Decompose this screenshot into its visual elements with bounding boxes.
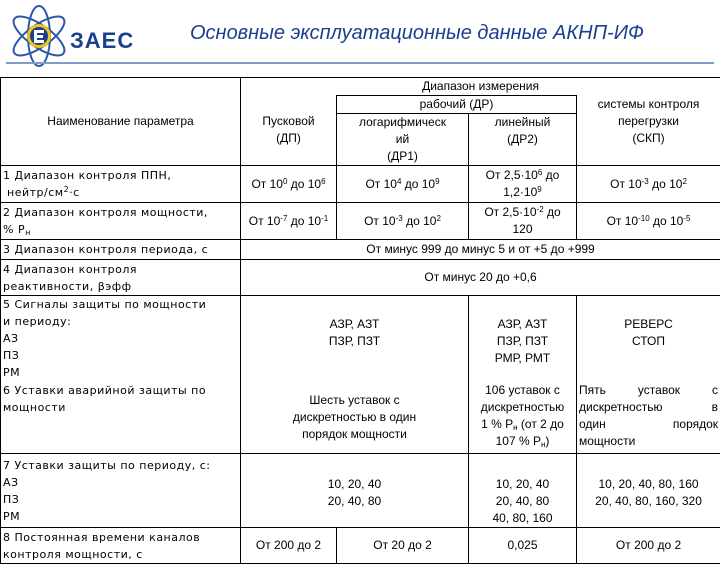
row3-name: 3 Диапазон контроля периода, с: [1, 240, 241, 260]
table-row: [1, 166, 720, 203]
header-divider: [6, 62, 714, 64]
row1-dp: От $10^0$ до $10^6$: [241, 166, 337, 203]
table-row: [1, 203, 720, 240]
row5-dr2: АЗР, АЗТ ПЗР, ПЗТ РМР, РМТ: [469, 296, 577, 382]
atom-logo-icon: [6, 2, 76, 70]
table-header-row: [1, 78, 720, 96]
table-row: [1, 296, 720, 382]
table-row: [1, 528, 720, 564]
header-param: Наименование параметра: [1, 78, 241, 166]
row1-dr2: От $2,5\cdot 10^6$ до $1,2\cdot 10^9$: [469, 166, 577, 203]
row1-skp: От $10^{-3}$ до $10^2$: [577, 166, 720, 203]
row6-dp-dr1: Шесть уставок с дискретностью в один порядок мощности: [241, 382, 469, 454]
row5-name: 5 Сигналы защиты по мощности и периоду: АЗ ПЗ РМ: [1, 296, 241, 382]
row3-value: От минус 999 до минус 5 и от +5 до +999: [241, 240, 720, 260]
row1-dr1: От $10^4$ до $10^9$: [337, 166, 469, 203]
row1-name: 1 Диапазон контроля ППН, нейтр/$см^2\cdot с$: [1, 166, 241, 203]
parameters-table: [0, 77, 720, 564]
row8-name: 8 Постоянная времени каналов контроля мощности, с: [1, 528, 241, 564]
row8-dr2: 0,025: [469, 528, 577, 564]
table-row: [1, 454, 720, 528]
row7-skp: 10, 20, 40, 80, 160 20, 40, 80, 160, 320: [577, 454, 720, 528]
row6-dr2: 106 уставок с дискретностью 1 % $Р_н$ (от 2 до 107 % $Р_н$): [469, 382, 577, 454]
row2-dr2: От $2,5\cdot 10^{-2}$ до 120: [469, 203, 577, 240]
row2-skp: От $10^{-10}$ до $10^{-5}$: [577, 203, 720, 240]
row4-name: 4 Диапазон контроля реактивности, βэфф: [1, 260, 241, 296]
header-startup: Пусковой (ДП): [241, 96, 337, 166]
header-working: рабочий (ДР): [337, 96, 577, 114]
slide-header: [0, 0, 720, 72]
header-linear: линейный (ДР2): [469, 114, 577, 166]
table-row: [1, 240, 720, 260]
row8-dp: От 200 до 2: [241, 528, 337, 564]
table-row: [1, 382, 720, 454]
row5-dp-dr1: АЗР, АЗТ ПЗР, ПЗТ: [241, 296, 469, 382]
row8-dr1: От 20 до 2: [337, 528, 469, 564]
row2-dp: От $10^{-7}$ до $10^{-1}$: [241, 203, 337, 240]
row6-name: 6 Уставки аварийной защиты по мощности: [1, 382, 241, 454]
header-log: логарифмическ ий (ДР1): [337, 114, 469, 166]
row2-dr1: От $10^{-3}$ до $10^2$: [337, 203, 469, 240]
row6-skp: Пять уставок с дискретностью в один порядок мощности: [577, 382, 720, 454]
row7-name: 7 Уставки защиты по периоду, с: АЗ ПЗ РМ: [1, 454, 241, 528]
row7-dr2: 10, 20, 40 20, 40, 80 40, 80, 160: [469, 454, 577, 528]
header-skp: системы контроля перегрузки (СКП): [577, 96, 720, 166]
page-title: Основные эксплуатационные данные АКНП-ИФ: [190, 22, 644, 45]
table-row: [1, 260, 720, 296]
row5-skp: РЕВЕРС СТОП: [577, 296, 720, 382]
row7-dp-dr1: 10, 20, 40 20, 40, 80: [241, 454, 469, 528]
logo-text: ЗАЕС: [70, 28, 134, 54]
row2-name: 2 Диапазон контроля мощности, % $Р_н$: [1, 203, 241, 240]
row8-skp: От 200 до 2: [577, 528, 720, 564]
zaes-logo: [6, 2, 156, 70]
header-range-group: Диапазон измерения: [241, 78, 720, 96]
row4-value: От минус 20 до +0,6: [241, 260, 720, 296]
